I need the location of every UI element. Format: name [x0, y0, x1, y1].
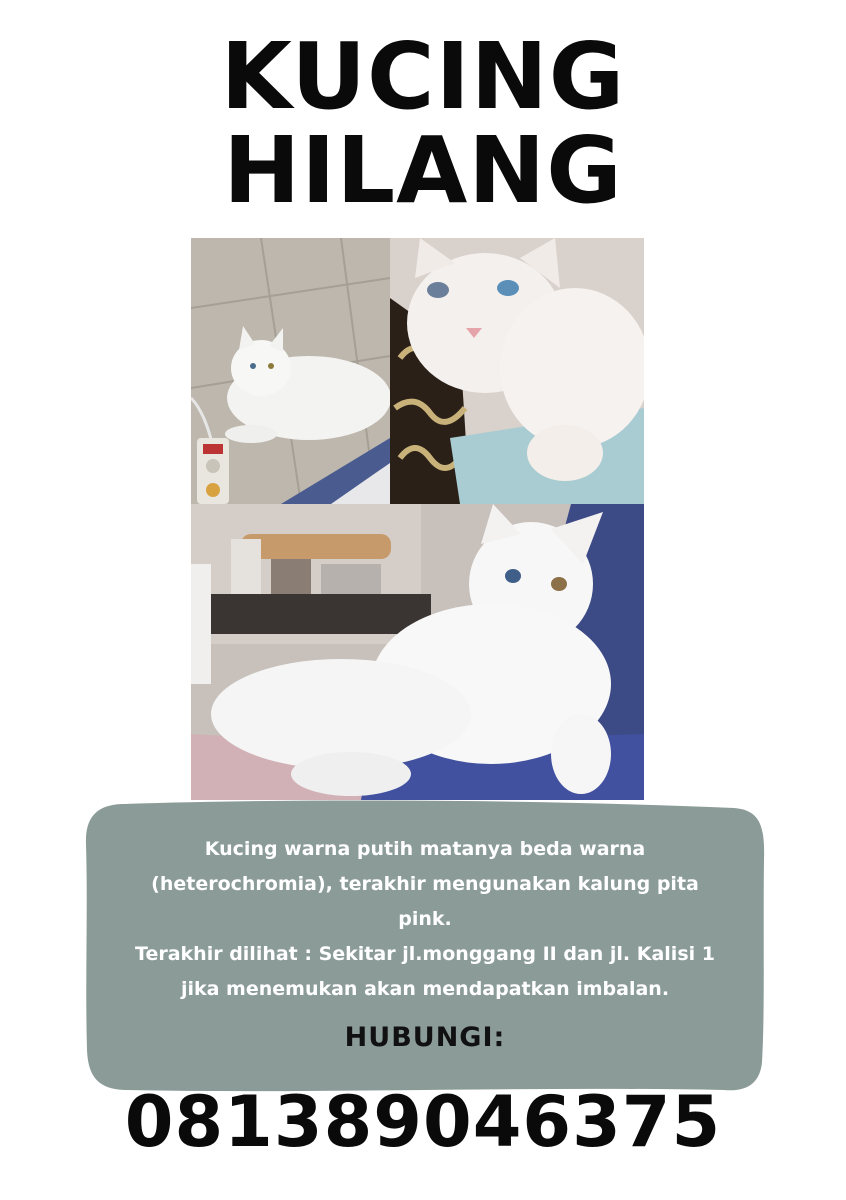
description-line-3: pink. — [398, 908, 452, 930]
contact-label: HUBUNGI: — [344, 1022, 506, 1053]
cat-description — [108, 832, 742, 1007]
poster-title-line-2: HILANG — [223, 117, 623, 224]
last-seen-line: Terakhir dilihat : Sekitar jl.monggang II dan jl. Kalisi 1 — [135, 943, 715, 965]
phone-number: 081389046375 — [124, 1081, 722, 1163]
cat-photo-bed — [191, 504, 644, 800]
cat-photo-floor — [191, 238, 390, 504]
description-line-2: (heterochromia), terakhir mengunakan kalung pita — [151, 873, 699, 895]
description-line-1: Kucing warna putih matanya beda warna — [204, 838, 646, 860]
info-card — [84, 800, 766, 1094]
reward-line: jika menemukan akan mendapatkan imbalan. — [180, 978, 670, 1000]
poster-title-line-1: KUCING — [220, 23, 626, 130]
cat-photo-closeup — [390, 238, 644, 504]
